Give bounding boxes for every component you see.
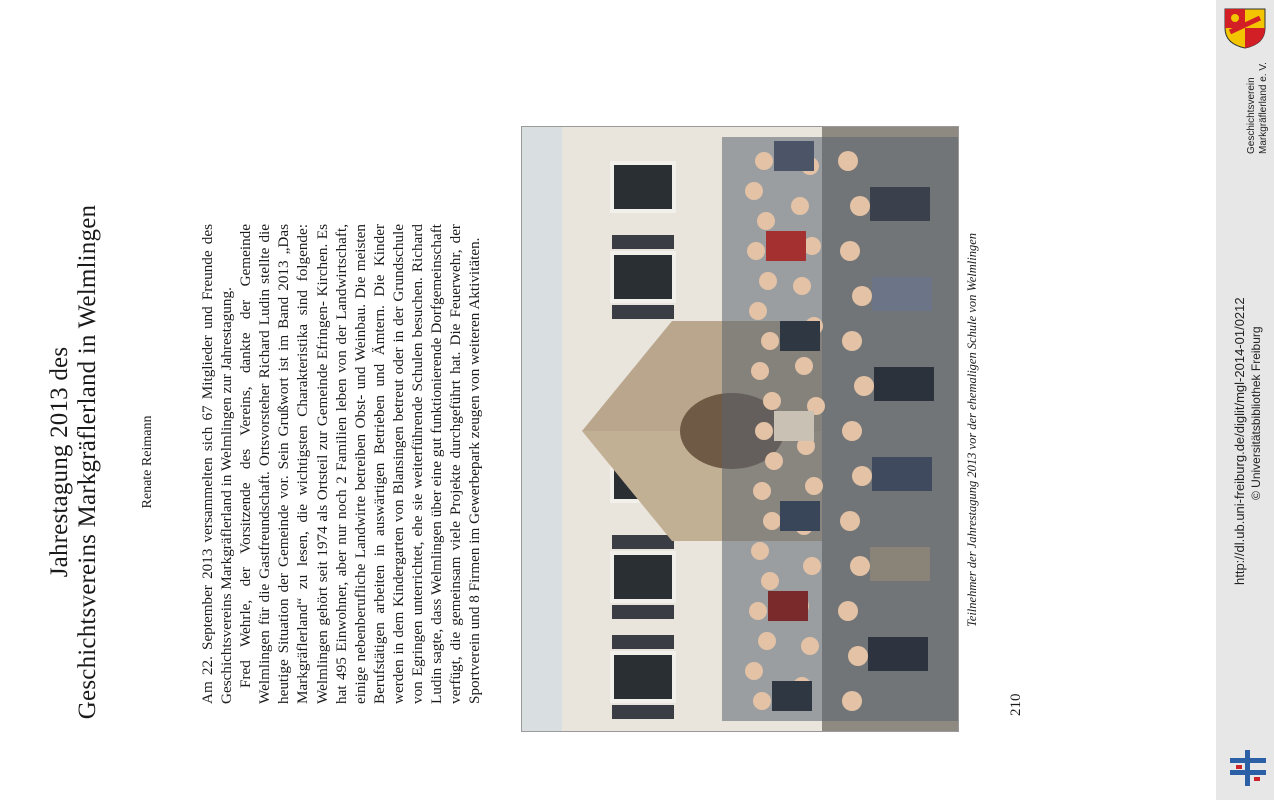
association-name-line-1: Geschichtsverein xyxy=(1246,77,1257,154)
article-title xyxy=(46,112,102,800)
author-name: Renate Reimann xyxy=(140,415,155,509)
page-number: 210 xyxy=(1008,693,1024,716)
copyright-notice: © Universitätsbibliothek Freiburg xyxy=(1249,326,1263,500)
coat-of-arms-icon xyxy=(1222,6,1268,50)
title-line-2: Geschichtsvereins Markgräflerland in Welmlingen xyxy=(74,204,101,720)
title-line-1: Jahrestagung 2013 des xyxy=(46,346,73,578)
paragraph: Am 22. September 2013 versammelten sich 67 Mitglieder und Freunde des Geschichtsvereins Markgräflerland in Welmlingen zur Jahrestagung. xyxy=(199,224,236,704)
university-library-logo-icon xyxy=(1226,748,1270,788)
rotated-page-content xyxy=(0,72,1132,800)
permalink-url[interactable]: http://dl.ub.uni-freiburg.de/diglit/mgl-2014-01/0212 xyxy=(1232,297,1247,585)
photo-caption: Teilnehmer der Jahrestagung 2013 vor der ehemaligen Schule von Welmlingen xyxy=(965,232,979,628)
article-body xyxy=(198,224,484,704)
group-photo-image xyxy=(522,127,958,731)
association-name-line-2: Markgräflerland e. V. xyxy=(1258,62,1269,154)
paragraph: Fred Wehrle, der Vorsitzende des Vereins, dankte der Gemeinde Welmlingen für die Gastfreundschaft. Ortsvorsteher Richard Ludin stellte die heutige Situation der Gemeinde vor. Sein Grußwort ist im Band 2013 „Das Markgräflerland“ zu lesen, die wichtigsten Charakteristika sind folgende: Welmlingen gehört seit 1974 als Ortsteil zur Gemeinde Efringen- Kirchen. Es hat 495 Einwohner, aber nur noch 2 Familien leben von der Landwirtschaft, einige nebenberufliche Landwirte betreiben Obst- und Weinbau. Die meisten Berufstätigen arbeiten in auswärtigen Betrieben und Ämtern. Die Kinder werden in dem Kindergarten von Blansingen betreut oder in der Grundschule von Egringen unterrichtet, ehe sie weiterführende Schulen besuchen. Richard Ludin sagte, dass Welmlingen über eine gut funktionierende Dorfgemeinschaft verfügt, die gemeinsam viele Projekte durchgeführt hat. Die Feuerwehr, der Sportverein und 8 Firmen im Gewerbepark zeugen von weiteren Aktivitäten. xyxy=(237,224,484,704)
group-photo xyxy=(521,126,959,732)
